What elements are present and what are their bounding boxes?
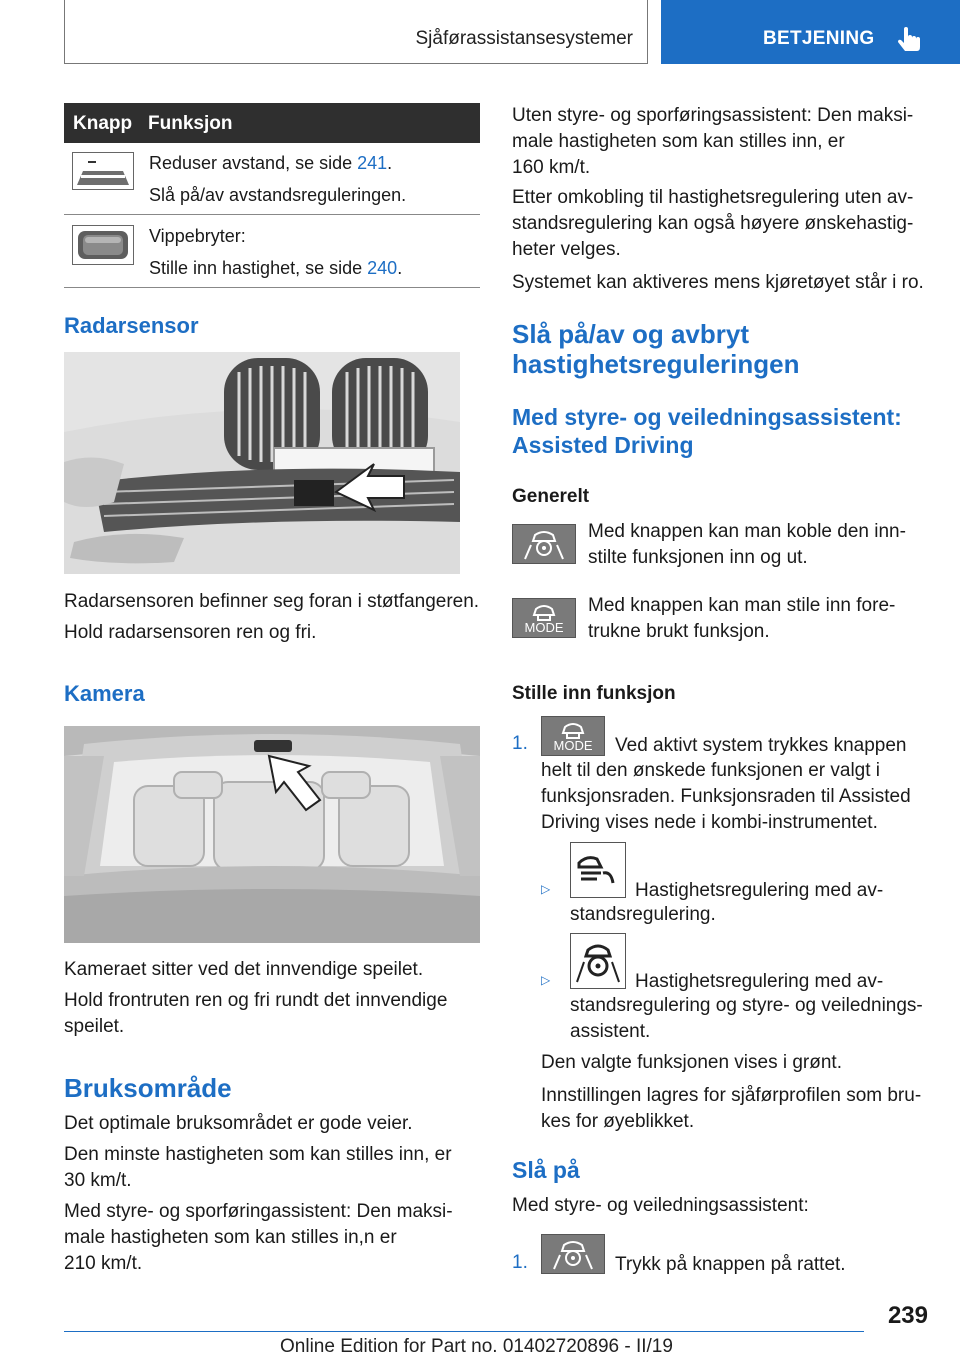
step1-line1: Ved aktivt system trykkes knappen [615,735,907,756]
step-number: 1. [512,1252,528,1273]
page-link-240[interactable]: 240 [367,258,398,278]
heading-sla-pa: Slå på [512,1157,580,1183]
assist-button-icon [541,1234,605,1274]
page-link-241[interactable]: 241 [357,153,388,173]
step1-rest: helt til den ønskede funksjonen er valgt i funksjonsraden. Funksjonsraden til Assisted Driving vises nede i kombi-instrumentet. [541,760,911,833]
bullet2-line1: Hastighetsregulering med av- [635,971,884,992]
after-text-1: Den valgte funksjonen vises i grønt. [541,1052,842,1073]
table-row [64,143,480,215]
rocker-switch-icon [72,225,134,265]
bullet-marker: ▷ [541,882,551,896]
bullet1-line1: Hastighetsregulering med av- [635,880,884,901]
col-header-funksjon: Funksjon [148,113,233,134]
generelt-text-2: Med knappen kan man stile inn fore- trukne brukt funksjon. [588,595,896,642]
steering-assist-icon [570,933,626,989]
header-box [64,0,648,64]
table-row [64,215,480,288]
assist-button-icon [512,524,576,564]
pointing-hand-icon [895,26,925,56]
col-header-knapp: Knapp [73,113,133,134]
mode-button-icon [512,598,576,638]
camera-illustration [64,726,480,943]
table-header [64,103,480,143]
use-paragraph-2: Den minste hastigheten som kan stilles inn, er 30 km/t. [64,1144,452,1191]
mode-button-icon: MODE [541,716,605,756]
heading-kamera: Kamera [64,681,145,706]
row2-line2: Stille inn hastighet, se side 240. [149,258,403,278]
bullet1-line2: standsregulering. [570,904,716,925]
section-title: Sjåførassistansesystemer [415,28,633,49]
generelt-text-1: Med knappen kan man koble den inn- stilte funksjonen inn og ut. [588,521,906,568]
page-number: 239 [887,1302,928,1329]
heading-bruksomrade: Bruksområde [64,1073,232,1103]
button-function-table [64,103,480,288]
bullet2-rest: standsregulering og styre- og veilednings- assistent. [570,995,923,1042]
after-text-2: Innstillingen lagres for sjåførprofilen som bru- kes for øyeblikket. [541,1085,922,1132]
distance-control-icon [570,842,626,898]
row1-line2: Slå på/av avstandsreguleringen. [149,185,407,205]
use-paragraph-3: Med styre- og sporføringassistent: Den maksi- male hastigheten som kan stilles in,n er 210 km/t. [64,1201,453,1274]
chapter-tab[interactable] [661,0,960,64]
mode-label: MODE [524,620,564,635]
heading-switch-on-off: Slå på/av og avbryt hastighetsreguleringen [512,319,800,379]
switchover-paragraph: Etter omkobling til hastighetsregulering uten av- standsregulering kan også høyere ønskehastig- heter velges. [512,187,914,260]
max-speed-paragraph: Uten styre- og sporføringsassistent: Den maksi- male hastigheten som kan stilles inn, er 160 km/t. [512,105,914,178]
heading-assisted-driving: Med styre- og veiledningsassistent: Assisted Driving [512,404,902,458]
bullet-marker: ▷ [541,973,551,987]
radar-sensor-illustration [64,352,460,574]
use-paragraph-1: Det optimale bruksområdet er gode veier. [64,1113,413,1134]
heading-radarsensor: Radarsensor [64,313,199,338]
sla-pa-step: Trykk på knappen på rattet. [615,1254,846,1275]
row2-line1: Vippebryter: [149,226,246,246]
radar-paragraph-2: Hold radarsensoren ren og fri. [64,622,317,643]
row1-line1: Reduser avstand, se side 241. [149,153,393,173]
heading-generelt: Generelt [512,486,590,507]
distance-button-icon [72,152,134,190]
footer-edition: Online Edition for Part no. 01402720896 - II/19 [280,1336,673,1357]
heading-stille-inn: Stille inn funksjon [512,683,676,704]
radar-paragraph-1: Radarsensoren befinner seg foran i støtfangeren. [64,591,480,612]
step-number: 1. [512,733,528,754]
chapter-tab-label: BETJENING [763,28,875,49]
standstill-paragraph: Systemet kan aktiveres mens kjøretøyet står i ro. [512,272,924,293]
sla-pa-paragraph: Med styre- og veiledningsassistent: [512,1195,809,1216]
camera-paragraph-1: Kameraet sitter ved det innvendige speilet. [64,959,424,980]
camera-paragraph-2: Hold frontruten ren og fri rundt det innvendige speilet. [64,990,448,1037]
footer-rule [64,1331,864,1332]
